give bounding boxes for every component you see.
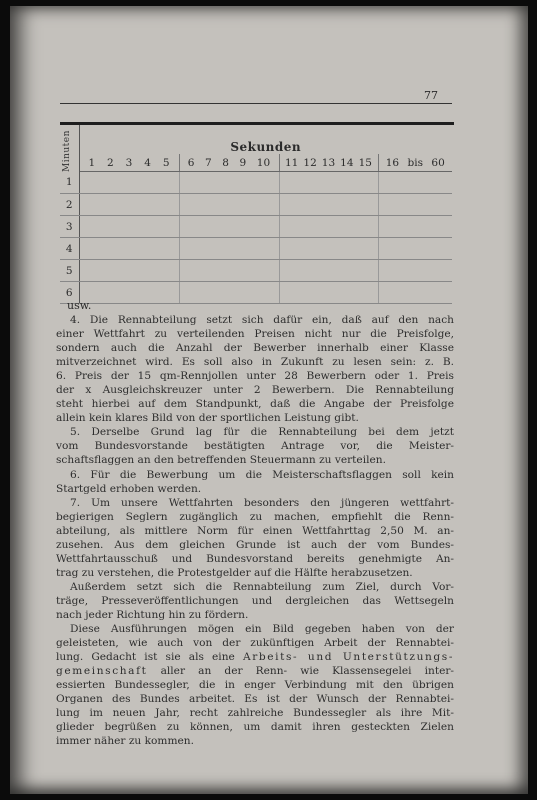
text-line: glieder begrüßen zu können, um damit ihren gesteckten Zielen	[56, 721, 454, 734]
empty-cell	[79, 216, 179, 238]
seconds-number: 60	[431, 156, 445, 169]
text-line: Wettfahrtausschuß und Bundesvorstand bereits genehmigte An-	[56, 552, 454, 565]
text-line: 6. Preis der 15 qm-Rennjollen unter 28 Bewerbern oder 1. Preis	[56, 370, 454, 383]
table-row	[60, 238, 452, 260]
minute-number: 6	[60, 282, 79, 304]
seconds-number: 13	[321, 156, 336, 169]
empty-cell	[179, 282, 279, 304]
text-line: abteilung, als mittlere Norm für einen Wettfahrttag 2,50 M. an-	[56, 524, 454, 537]
text-line: 5. Derselbe Grund lag für die Rennabteilung bei dem jetzt	[70, 426, 454, 439]
empty-cell	[279, 282, 378, 304]
header-rule	[60, 103, 452, 104]
empty-cell	[279, 194, 378, 216]
time-table	[60, 125, 452, 304]
empty-cell	[378, 260, 452, 282]
seconds-label: Sekunden	[230, 140, 302, 154]
empty-cell	[179, 172, 279, 194]
page-number: 77	[424, 89, 438, 102]
text-line: vom Bundesvorstande bestätigten Antrage vor, die Meister-	[56, 440, 454, 453]
seconds-number: bis	[407, 156, 423, 169]
seconds-number: 4	[144, 156, 151, 169]
text-line: träge, Presseveröffentlichungen und dergleichen das Wettsegeln	[56, 594, 454, 607]
seconds-number: 10	[256, 156, 271, 169]
text-line: allein kein klares Bild von der sportlichen Leistung gibt.	[56, 412, 359, 425]
minutes-header-cell	[60, 125, 79, 172]
book-page	[10, 6, 528, 794]
text-line: immer näher zu kommen.	[56, 735, 194, 748]
text-line: Diese Ausführungen mögen ein Bild gegeben haben von der	[70, 623, 454, 636]
seconds-number: 7	[205, 156, 212, 169]
usw-label: usw.	[67, 299, 92, 312]
empty-cell	[279, 172, 378, 194]
text-line: sondern auch die Anzahl der Bewerber innerhalb einer Klasse	[56, 342, 454, 355]
minute-number: 1	[60, 172, 79, 194]
seconds-number: 3	[125, 156, 133, 169]
table-row	[60, 172, 452, 194]
minute-number: 3	[60, 216, 79, 238]
empty-cell	[79, 238, 179, 260]
empty-cell	[79, 172, 179, 194]
text-line: begierigen Seglern zugänglich zu machen, empfiehlt die Renn-	[56, 510, 454, 523]
minutes-label: Minuten	[62, 130, 72, 172]
empty-cell	[179, 238, 279, 260]
text-line: nach jeder Richtung hin zu fördern.	[56, 608, 249, 621]
table-row	[60, 216, 452, 238]
text-line: 6. Für die Bewerbung um die Meisterschaftsflaggen soll kein	[70, 468, 454, 481]
seconds-number: 14	[340, 156, 354, 169]
table-row	[60, 282, 452, 304]
empty-cell	[79, 194, 179, 216]
table-row	[60, 260, 452, 282]
text-line: trag zu verstehen, die Protestgelder auf die Hälfte herabzusetzen.	[56, 566, 413, 579]
text-line: essierten Bundessegler, die in enger Verbindung mit den übrigen	[56, 679, 454, 692]
text-line: steht hierbei auf dem Standpunkt, daß die Angabe der Preisfolge	[56, 398, 454, 411]
text-line: der x Ausgleichskreuzer unter 2 Bewerbern. Die Rennabteilung	[56, 384, 454, 397]
text-line: lung im neuen Jahr, recht zahlreiche Bundessegler als ihre Mit-	[56, 707, 454, 720]
empty-cell	[378, 194, 452, 216]
table-row	[60, 194, 452, 216]
minute-number: 2	[60, 194, 79, 216]
empty-cell	[79, 260, 179, 282]
text-line: gemeinschaft aller an der Renn- wie Klassensegelei inter-	[56, 665, 454, 678]
minute-number: 5	[60, 260, 79, 282]
text-line: mitverzeichnet wird. Es soll also in Zukunft zu lesen sein: z. B.	[56, 356, 454, 369]
seconds-number: 1	[88, 156, 96, 169]
empty-cell	[279, 238, 378, 260]
text-line: zusehen. Aus dem gleichen Grunde ist auch der vom Bundes-	[56, 538, 454, 551]
seconds-numbers-row	[60, 154, 452, 172]
empty-cell	[279, 216, 378, 238]
body-text	[56, 313, 454, 748]
seconds-number: 11	[285, 156, 299, 169]
empty-cell	[378, 172, 452, 194]
seconds-group-4	[378, 154, 452, 172]
seconds-number: 12	[303, 156, 317, 169]
text-line: lung. Gedacht ist sie als eine Arbeits- und Unterstützungs-	[56, 651, 454, 664]
empty-cell	[179, 216, 279, 238]
seconds-number: 16	[385, 156, 400, 169]
seconds-group-1	[79, 154, 179, 172]
seconds-number: 2	[107, 156, 114, 169]
empty-cell	[179, 260, 279, 282]
text-line: 7. Um unsere Wettfahrten besonders den jüngeren wettfahrt-	[70, 496, 454, 509]
empty-cell	[179, 194, 279, 216]
text-line: geleisteten, wie auch von der zukünftigen Arbeit der Rennabtei-	[56, 637, 454, 650]
empty-cell	[378, 216, 452, 238]
text-line: einer Wettfahrt zu verteilenden Preisen nicht nur die Preisfolge,	[56, 328, 454, 341]
seconds-group-3	[279, 154, 378, 172]
empty-cell	[79, 282, 179, 304]
empty-cell	[378, 238, 452, 260]
seconds-number: 9	[239, 156, 247, 169]
seconds-group-2	[179, 154, 279, 172]
text-line: Startgeld erhoben werden.	[56, 482, 202, 495]
text-line: Organen des Bundes arbeitet. Es ist der Wunsch der Rennabtei-	[56, 693, 454, 706]
seconds-number: 15	[358, 156, 372, 169]
text-line: 4. Die Rennabteilung setzt sich dafür ein, daß auf den nach	[70, 314, 454, 326]
text-line: Außerdem setzt sich die Rennabteilung zum Ziel, durch Vor-	[70, 580, 454, 593]
seconds-number: 8	[222, 156, 229, 169]
seconds-number: 6	[187, 156, 195, 169]
empty-cell	[279, 260, 378, 282]
text-line: schaftsflaggen an den betreffenden Steuermann zu verteilen.	[56, 454, 386, 467]
minute-number: 4	[60, 238, 79, 260]
seconds-number: 5	[162, 156, 170, 169]
empty-cell	[378, 282, 452, 304]
